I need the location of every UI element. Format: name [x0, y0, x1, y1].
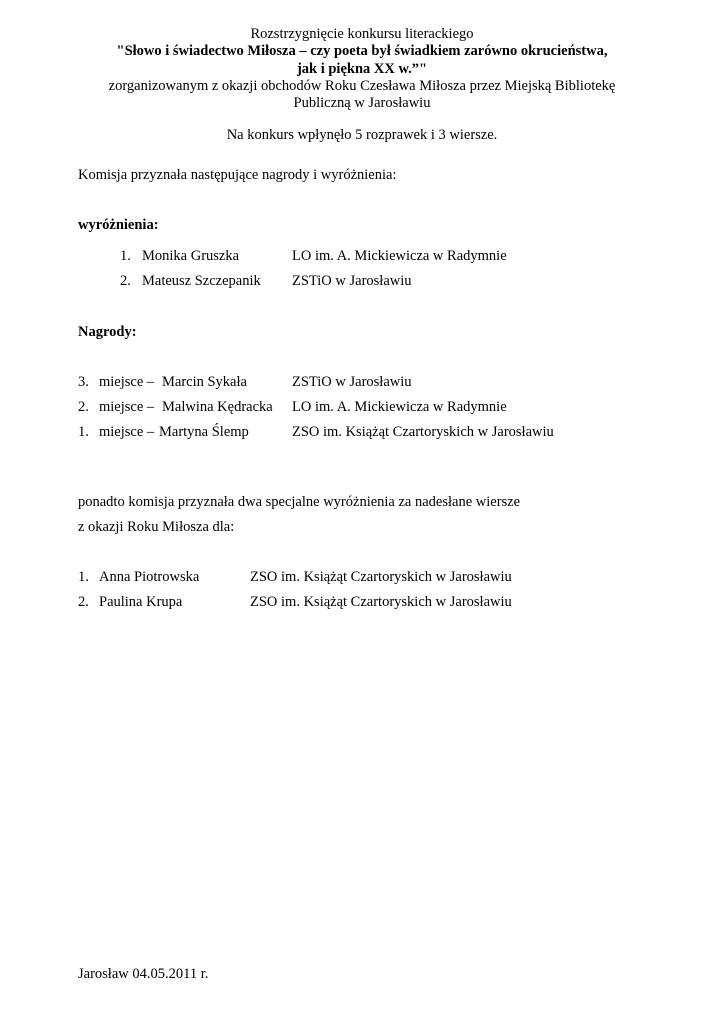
distinction-name: Monika Gruszka: [142, 248, 240, 264]
awards-heading: Nagrody:: [78, 324, 137, 340]
award-name: Martyna Ślemp: [159, 424, 249, 440]
special-name: Anna Piotrowska: [99, 569, 200, 585]
award-name: Malwina Kędracka: [162, 399, 273, 415]
award-school: LO im. A. Mickiewicza w Radymnie: [292, 399, 507, 415]
organizer-line2: Publiczną w Jarosławiu: [293, 95, 431, 111]
special-school: ZSO im. Książąt Czartoryskich w Jarosławiu: [250, 569, 512, 585]
organizer-line1: zorganizowanym z okazji obchodów Roku Czesława Miłosza przez Miejską Bibliotekę: [108, 78, 616, 94]
list-number: 3.: [78, 374, 89, 390]
list-number: 2.: [78, 594, 89, 610]
list-number: 1.: [78, 424, 89, 440]
contest-title-line2: jak i piękna XX w.”": [296, 61, 428, 77]
special-name: Paulina Krupa: [99, 594, 183, 610]
award-name: Marcin Sykała: [162, 374, 247, 390]
submissions-info: Na konkurs wpłynęło 5 rozprawek i 3 wiersze.: [226, 127, 498, 143]
list-number: 1.: [78, 569, 89, 585]
special-school: ZSO im. Książąt Czartoryskich w Jarosławiu: [250, 594, 512, 610]
list-number: 2.: [120, 273, 131, 289]
list-number: 1.: [120, 248, 131, 264]
special-intro-line1: ponadto komisja przyznała dwa specjalne wyróżnienia za nadesłane wiersze: [78, 494, 521, 510]
award-place: miejsce –: [99, 374, 155, 390]
header-subtitle: Rozstrzygnięcie konkursu literackiego: [250, 26, 474, 42]
distinctions-heading: wyróżnienia:: [78, 217, 159, 233]
commission-intro: Komisja przyznała następujące nagrody i wyróżnienia:: [78, 167, 397, 183]
award-place: miejsce –: [99, 399, 155, 415]
award-school: ZSO im. Książąt Czartoryskich w Jarosławiu: [292, 424, 554, 440]
special-intro-line2: z okazji Roku Miłosza dla:: [78, 519, 235, 535]
distinction-name: Mateusz Szczepanik: [142, 273, 261, 289]
contest-title-line1: "Słowo i świadectwo Miłosza – czy poeta był świadkiem zarówno okrucieństwa,: [116, 43, 608, 59]
award-place: miejsce –: [99, 424, 155, 440]
distinction-school: ZSTiO w Jarosławiu: [292, 273, 412, 289]
list-number: 2.: [78, 399, 89, 415]
distinction-school: LO im. A. Mickiewicza w Radymnie: [292, 248, 507, 264]
award-school: ZSTiO w Jarosławiu: [292, 374, 412, 390]
place-date: Jarosław 04.05.2011 r.: [78, 966, 209, 982]
